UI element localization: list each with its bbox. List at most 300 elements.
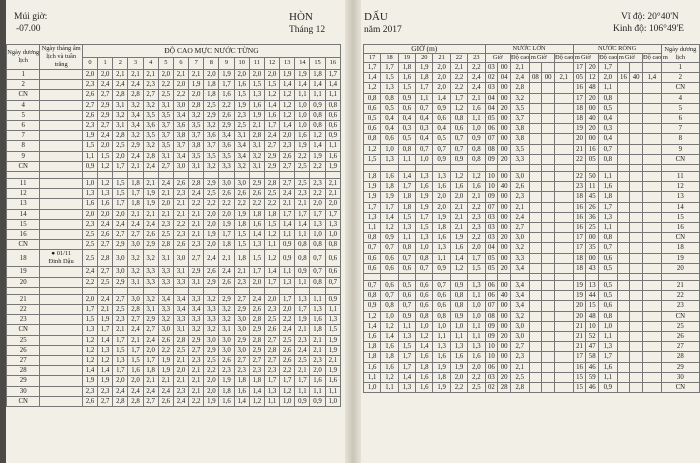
high-water-hour: 04 (485, 93, 498, 103)
low-water-hour: 17 (573, 63, 586, 73)
solar-day: 11 (7, 179, 40, 189)
height-value: 1,0 (295, 100, 310, 110)
height-value: 1,3 (249, 240, 264, 250)
height-value: 2,8 (249, 131, 264, 141)
height-value: 0,8 (295, 240, 310, 250)
height-value: 2,5 (82, 230, 97, 240)
height-value: 2,5 (264, 315, 279, 325)
spacer-cell (398, 274, 415, 281)
table-row (7, 189, 341, 199)
height-value: 0,5 (398, 134, 415, 144)
low-water-height: 1,6 (599, 182, 618, 192)
empty-cell (617, 172, 630, 182)
height-value: 3,1 (234, 131, 249, 141)
height-value: 0,5 (398, 281, 415, 291)
empty-cell (529, 383, 542, 393)
height-value: 0,7 (381, 291, 398, 301)
height-value: 2,3 (82, 386, 97, 396)
hour-header: 10 (234, 57, 249, 70)
low-water-height: 1,7 (599, 352, 618, 362)
high-water-height: 3,8 (511, 134, 530, 144)
height-value: 1,3 (310, 219, 325, 229)
height-value: 3,3 (189, 315, 204, 325)
height-value: 2,2 (295, 151, 310, 161)
empty-cell (529, 124, 542, 134)
height-value: 3,4 (158, 294, 173, 304)
solar-day: 6 (661, 114, 699, 124)
height-value: 1,5 (249, 250, 264, 267)
height-value: 1,1 (364, 223, 381, 233)
height-value: 3,5 (143, 131, 158, 141)
height-value: 0,9 (325, 294, 340, 304)
height-value: 0,6 (381, 263, 398, 273)
empty-cell (643, 63, 662, 73)
height-value: 3,0 (219, 335, 234, 345)
empty-cell (555, 63, 574, 73)
height-value: 0,7 (310, 250, 325, 267)
low-water-hour: 20 (573, 311, 586, 321)
height-value: 3,2 (204, 161, 219, 171)
height-value: 3,4 (234, 141, 249, 151)
height-value: 3,5 (219, 151, 234, 161)
high-water-hour: 08 (485, 144, 498, 154)
solar-day: CN (7, 90, 40, 100)
empty-cell (630, 332, 643, 342)
low-water-minute: 58 (586, 352, 599, 362)
low-water-height: 1,3 (599, 212, 618, 222)
empty-cell (643, 223, 662, 233)
height-value: 0,9 (398, 311, 415, 321)
height-value: 1,4 (364, 321, 381, 331)
height-value: 0,5 (433, 134, 450, 144)
height-value: 1,2 (381, 372, 398, 382)
empty-cell (643, 291, 662, 301)
height-value: 0,4 (398, 114, 415, 124)
height-value: 2,1 (310, 345, 325, 355)
low-water-minute: 13 (586, 281, 599, 291)
height-value: 3,8 (173, 131, 188, 141)
height-value: 0,8 (468, 144, 485, 154)
height-value: 1,5 (416, 223, 433, 233)
hourly-height-table-right (363, 44, 700, 393)
height-value: 3,2 (113, 110, 128, 120)
height-value: 1,9 (381, 192, 398, 202)
low-water-hour: 19 (573, 291, 586, 301)
empty-cell (617, 291, 630, 301)
height-value: 2,0 (98, 70, 113, 80)
high-water-minute: 00 (498, 202, 511, 212)
height-value: 2,0 (173, 80, 188, 90)
height-value: 1,4 (280, 121, 295, 131)
spacer-cell (643, 274, 662, 281)
height-value: 1,0 (325, 230, 340, 240)
height-value: 1,6 (128, 366, 143, 376)
table-row (7, 366, 341, 376)
height-value: 2,4 (98, 219, 113, 229)
height-value: 3,4 (189, 305, 204, 315)
hour-header: 14 (295, 57, 310, 70)
height-value: 3,1 (189, 161, 204, 171)
table-row (7, 240, 341, 250)
high-water-height: 3,4 (511, 281, 530, 291)
low-water-height: 1,1 (599, 83, 618, 93)
high-water-hour: 06 (485, 362, 498, 372)
high-water-hour: 10 (485, 342, 498, 352)
empty-cell (555, 253, 574, 263)
low-water-height: 1,3 (599, 342, 618, 352)
high-water-height: 3,4 (511, 301, 530, 311)
height-value: 1,1 (433, 253, 450, 263)
spacer-cell (617, 274, 630, 281)
height-value: 2,4 (98, 131, 113, 141)
height-value: 2,7 (264, 335, 279, 345)
height-value: 0,9 (433, 154, 450, 164)
height-value: 2,4 (113, 386, 128, 396)
height-value: 2,1 (450, 63, 467, 73)
high-water-minute: 00 (498, 352, 511, 362)
height-value: 1,3 (325, 315, 340, 325)
height-value: 3,7 (158, 121, 173, 131)
solar-day: 13 (661, 192, 699, 202)
height-value: 2,3 (173, 189, 188, 199)
lunar-day-cell (40, 70, 83, 80)
high-water-minute: 20 (498, 263, 511, 273)
spacer-cell (364, 274, 381, 281)
height-value: 2,5 (158, 230, 173, 240)
height-value: 2,0 (82, 70, 97, 80)
empty-cell (529, 372, 542, 382)
spacer-cell (234, 172, 249, 179)
height-value: 1,1 (295, 90, 310, 100)
height-value: 1,0 (295, 110, 310, 120)
empty-cell (529, 172, 542, 182)
high-water-hour: 08 (485, 311, 498, 321)
empty-cell (529, 243, 542, 253)
height-value: 3,2 (143, 100, 158, 110)
empty-cell (542, 362, 555, 372)
height-value: 2,8 (128, 396, 143, 406)
height-value: 1,8 (128, 179, 143, 189)
low-water-header: NƯỚC RÒNG (573, 45, 661, 54)
height-value: 1,8 (381, 352, 398, 362)
height-value: 2,3 (219, 366, 234, 376)
height-value: 3,0 (234, 325, 249, 335)
height-value: 1,2 (416, 332, 433, 342)
solar-day: 19 (7, 267, 40, 277)
height-value: 1,5 (113, 189, 128, 199)
height-value: 1,1 (295, 386, 310, 396)
table-row (7, 386, 341, 396)
lunar-day-cell (40, 199, 83, 209)
high-water-minute: 00 (498, 243, 511, 253)
height-value: 2,3 (82, 219, 97, 229)
table-row (364, 192, 700, 202)
empty-cell (617, 372, 630, 382)
low-water-minute: 35 (586, 243, 599, 253)
spacer-cell (113, 172, 128, 179)
height-value: 1,1 (325, 141, 340, 151)
high-water-hour: 03 (485, 223, 498, 233)
high-water-height: 2,5 (511, 372, 530, 382)
lunar-day-cell (40, 100, 83, 110)
empty-cell (555, 93, 574, 103)
low-water-height: 1,1 (599, 172, 618, 182)
height-value: 1,6 (364, 362, 381, 372)
height-value: 1,3 (416, 172, 433, 182)
low-water-height: 0,9 (599, 383, 618, 393)
height-value: 2,5 (468, 383, 485, 393)
low-water-hour: 20 (573, 134, 586, 144)
spacer-cell (264, 172, 279, 179)
empty-cell (555, 321, 574, 331)
height-value: 1,3 (113, 356, 128, 366)
height-value: 1,9 (416, 63, 433, 73)
spacer-cell (128, 287, 143, 294)
height-value: 2,3 (264, 366, 279, 376)
low-water-minute: 20 (586, 63, 599, 73)
height-value: 1,7 (295, 376, 310, 386)
spacer-cell (586, 274, 599, 281)
empty-cell (542, 342, 555, 352)
table-row (364, 332, 700, 342)
table-row (364, 124, 700, 134)
height-value: 2,7 (234, 294, 249, 304)
height-value: 3,4 (173, 110, 188, 120)
low-water-minute: 00 (586, 103, 599, 113)
height-value: 2,2 (468, 233, 485, 243)
high-water-height: 3,3 (511, 253, 530, 263)
height-value: 2,8 (264, 345, 279, 355)
table-row (364, 342, 700, 352)
height-value: 2,9 (143, 315, 158, 325)
empty-cell (630, 291, 643, 301)
empty-cell (643, 253, 662, 263)
height-value: 3,3 (158, 277, 173, 287)
height-value: 1,7 (280, 294, 295, 304)
height-value: 2,0 (113, 209, 128, 219)
spacer-cell (7, 172, 40, 179)
height-value: 3,3 (158, 267, 173, 277)
empty-cell (529, 362, 542, 372)
height-value: 3,0 (219, 179, 234, 189)
height-value: 3,7 (158, 131, 173, 141)
height-value: 2,6 (82, 110, 97, 120)
height-value: 2,8 (143, 151, 158, 161)
height-value: 2,9 (204, 277, 219, 287)
empty-cell (630, 172, 643, 182)
solar-day: 20 (7, 277, 40, 287)
solar-day: 25 (7, 335, 40, 345)
height-value: 2,4 (82, 267, 97, 277)
high-water-minute: 00 (498, 63, 511, 73)
height-value: 0,8 (325, 240, 340, 250)
empty-cell (617, 192, 630, 202)
high-water-height: 2,1 (555, 73, 574, 83)
spacer-cell (485, 274, 498, 281)
spacer-cell (143, 172, 158, 179)
spacer-cell (204, 172, 219, 179)
solar-day: 15 (661, 212, 699, 222)
low-water-minute: 00 (586, 233, 599, 243)
empty-cell (542, 144, 555, 154)
lunar-day-cell (40, 345, 83, 355)
empty-cell (555, 243, 574, 253)
height-value: 1,4 (310, 80, 325, 90)
empty-cell (643, 352, 662, 362)
height-value: 1,7 (381, 63, 398, 73)
height-value: 1,1 (295, 277, 310, 287)
high-water-height: 3,0 (511, 332, 530, 342)
high-water-hour: 03 (485, 212, 498, 222)
height-value: 1,8 (398, 63, 415, 73)
low-water-minute: 43 (586, 263, 599, 273)
height-value: 1,9 (416, 192, 433, 202)
spacer-cell (158, 172, 173, 179)
spacer-cell (173, 287, 188, 294)
height-value: 3,3 (158, 305, 173, 315)
empty-cell (617, 93, 630, 103)
empty-cell (529, 63, 542, 73)
height-value: 2,0 (158, 199, 173, 209)
table-row (7, 209, 341, 219)
height-value: 2,3 (280, 141, 295, 151)
height-value: 0,8 (310, 277, 325, 287)
solar-day: 2 (7, 80, 40, 90)
height-value: 3,5 (204, 151, 219, 161)
height-value: 2,9 (219, 121, 234, 131)
height-value: 1,1 (325, 386, 340, 396)
spacer-cell (325, 172, 340, 179)
empty-cell (630, 362, 643, 372)
height-value: 2,2 (173, 90, 188, 100)
empty-cell (617, 124, 630, 134)
spacer-cell (249, 287, 264, 294)
height-value: 2,0 (310, 199, 325, 209)
height-value: 2,3 (310, 356, 325, 366)
solar-day: 7 (661, 124, 699, 134)
empty-cell (617, 253, 630, 263)
empty-cell (529, 233, 542, 243)
height-value: 2,5 (234, 121, 249, 131)
height-value: 1,8 (310, 325, 325, 335)
height-value: 2,3 (82, 121, 97, 131)
height-value: 2,5 (204, 189, 219, 199)
height-value: 2,1 (128, 70, 143, 80)
high-water-minute: 00 (498, 362, 511, 372)
height-value: 1,6 (310, 315, 325, 325)
hour-header: 4 (143, 57, 158, 70)
height-value: 1,7 (468, 253, 485, 263)
low-water-height: 0,8 (599, 233, 618, 243)
height-value: 2,1 (280, 199, 295, 209)
spacer-cell (173, 172, 188, 179)
solar-day: CN (7, 396, 40, 406)
solar-day: 8 (7, 141, 40, 151)
height-value: 1,1 (450, 332, 467, 342)
empty-cell (542, 372, 555, 382)
height-value: 2,5 (295, 179, 310, 189)
empty-cell (617, 263, 630, 273)
height-value: 2,0 (433, 202, 450, 212)
height-value: 2,2 (234, 199, 249, 209)
empty-cell (555, 223, 574, 233)
height-value: 2,4 (143, 161, 158, 171)
height-value: 2,1 (143, 209, 158, 219)
solar-day: 18 (661, 243, 699, 253)
height-value: 3,2 (204, 294, 219, 304)
low-water-hour: 21 (573, 144, 586, 154)
empty-cell (542, 212, 555, 222)
empty-cell (617, 63, 630, 73)
height-value: 1,4 (398, 172, 415, 182)
high-water-hour: 08 (529, 73, 542, 83)
solar-day: 13 (7, 199, 40, 209)
empty-cell (617, 332, 630, 342)
height-value: 1,0 (82, 179, 97, 189)
height-value: 2,0 (450, 192, 467, 202)
hour-header: 5 (158, 57, 173, 70)
height-value: 1,7 (325, 70, 340, 80)
height-value: 1,6 (450, 352, 467, 362)
low-water-minute: 05 (586, 154, 599, 164)
height-value: 2,3 (173, 230, 188, 240)
table-row (7, 199, 341, 209)
height-value: 1,9 (234, 209, 249, 219)
height-value: 1,9 (295, 315, 310, 325)
empty-cell (643, 172, 662, 182)
height-value: 1,0 (381, 311, 398, 321)
height-value: 1,1 (468, 332, 485, 342)
empty-cell (555, 202, 574, 212)
empty-cell (542, 172, 555, 182)
height-value: 0,7 (310, 267, 325, 277)
empty-cell (542, 332, 555, 342)
height-value: 2,1 (468, 93, 485, 103)
height-value: 2,0 (280, 131, 295, 141)
height-value: 2,7 (143, 396, 158, 406)
spacer-cell (599, 274, 618, 281)
height-value: 2,4 (264, 131, 279, 141)
lunar-note-line: ● 01/11 (51, 250, 72, 258)
spacer-cell (661, 165, 699, 172)
spacer-cell (555, 274, 574, 281)
height-value: 3,3 (219, 161, 234, 171)
height-value: 3,3 (173, 315, 188, 325)
high-water-minute: 00 (498, 114, 511, 124)
height-value: 2,9 (189, 335, 204, 345)
empty-cell (643, 332, 662, 342)
height-value: 0,7 (450, 134, 467, 144)
spacer-cell (189, 172, 204, 179)
height-value: 2,6 (82, 90, 97, 100)
empty-cell (555, 332, 574, 342)
hourly-height-table-left (6, 44, 341, 407)
height-value: 2,4 (128, 80, 143, 90)
height-value: 1,6 (416, 182, 433, 192)
high-water-hour: 09 (485, 192, 498, 202)
height-value: 1,9 (295, 141, 310, 151)
height-value: 2,8 (173, 335, 188, 345)
lunar-day-cell (40, 250, 83, 267)
low-water-height: 0,5 (599, 291, 618, 301)
empty-cell (643, 182, 662, 192)
height-value: 3,2 (219, 305, 234, 315)
height-value: 0,8 (450, 114, 467, 124)
table-row (7, 219, 341, 229)
high-water-minute: 00 (498, 172, 511, 182)
height-value: 2,5 (113, 141, 128, 151)
height-value: 1,1 (325, 305, 340, 315)
